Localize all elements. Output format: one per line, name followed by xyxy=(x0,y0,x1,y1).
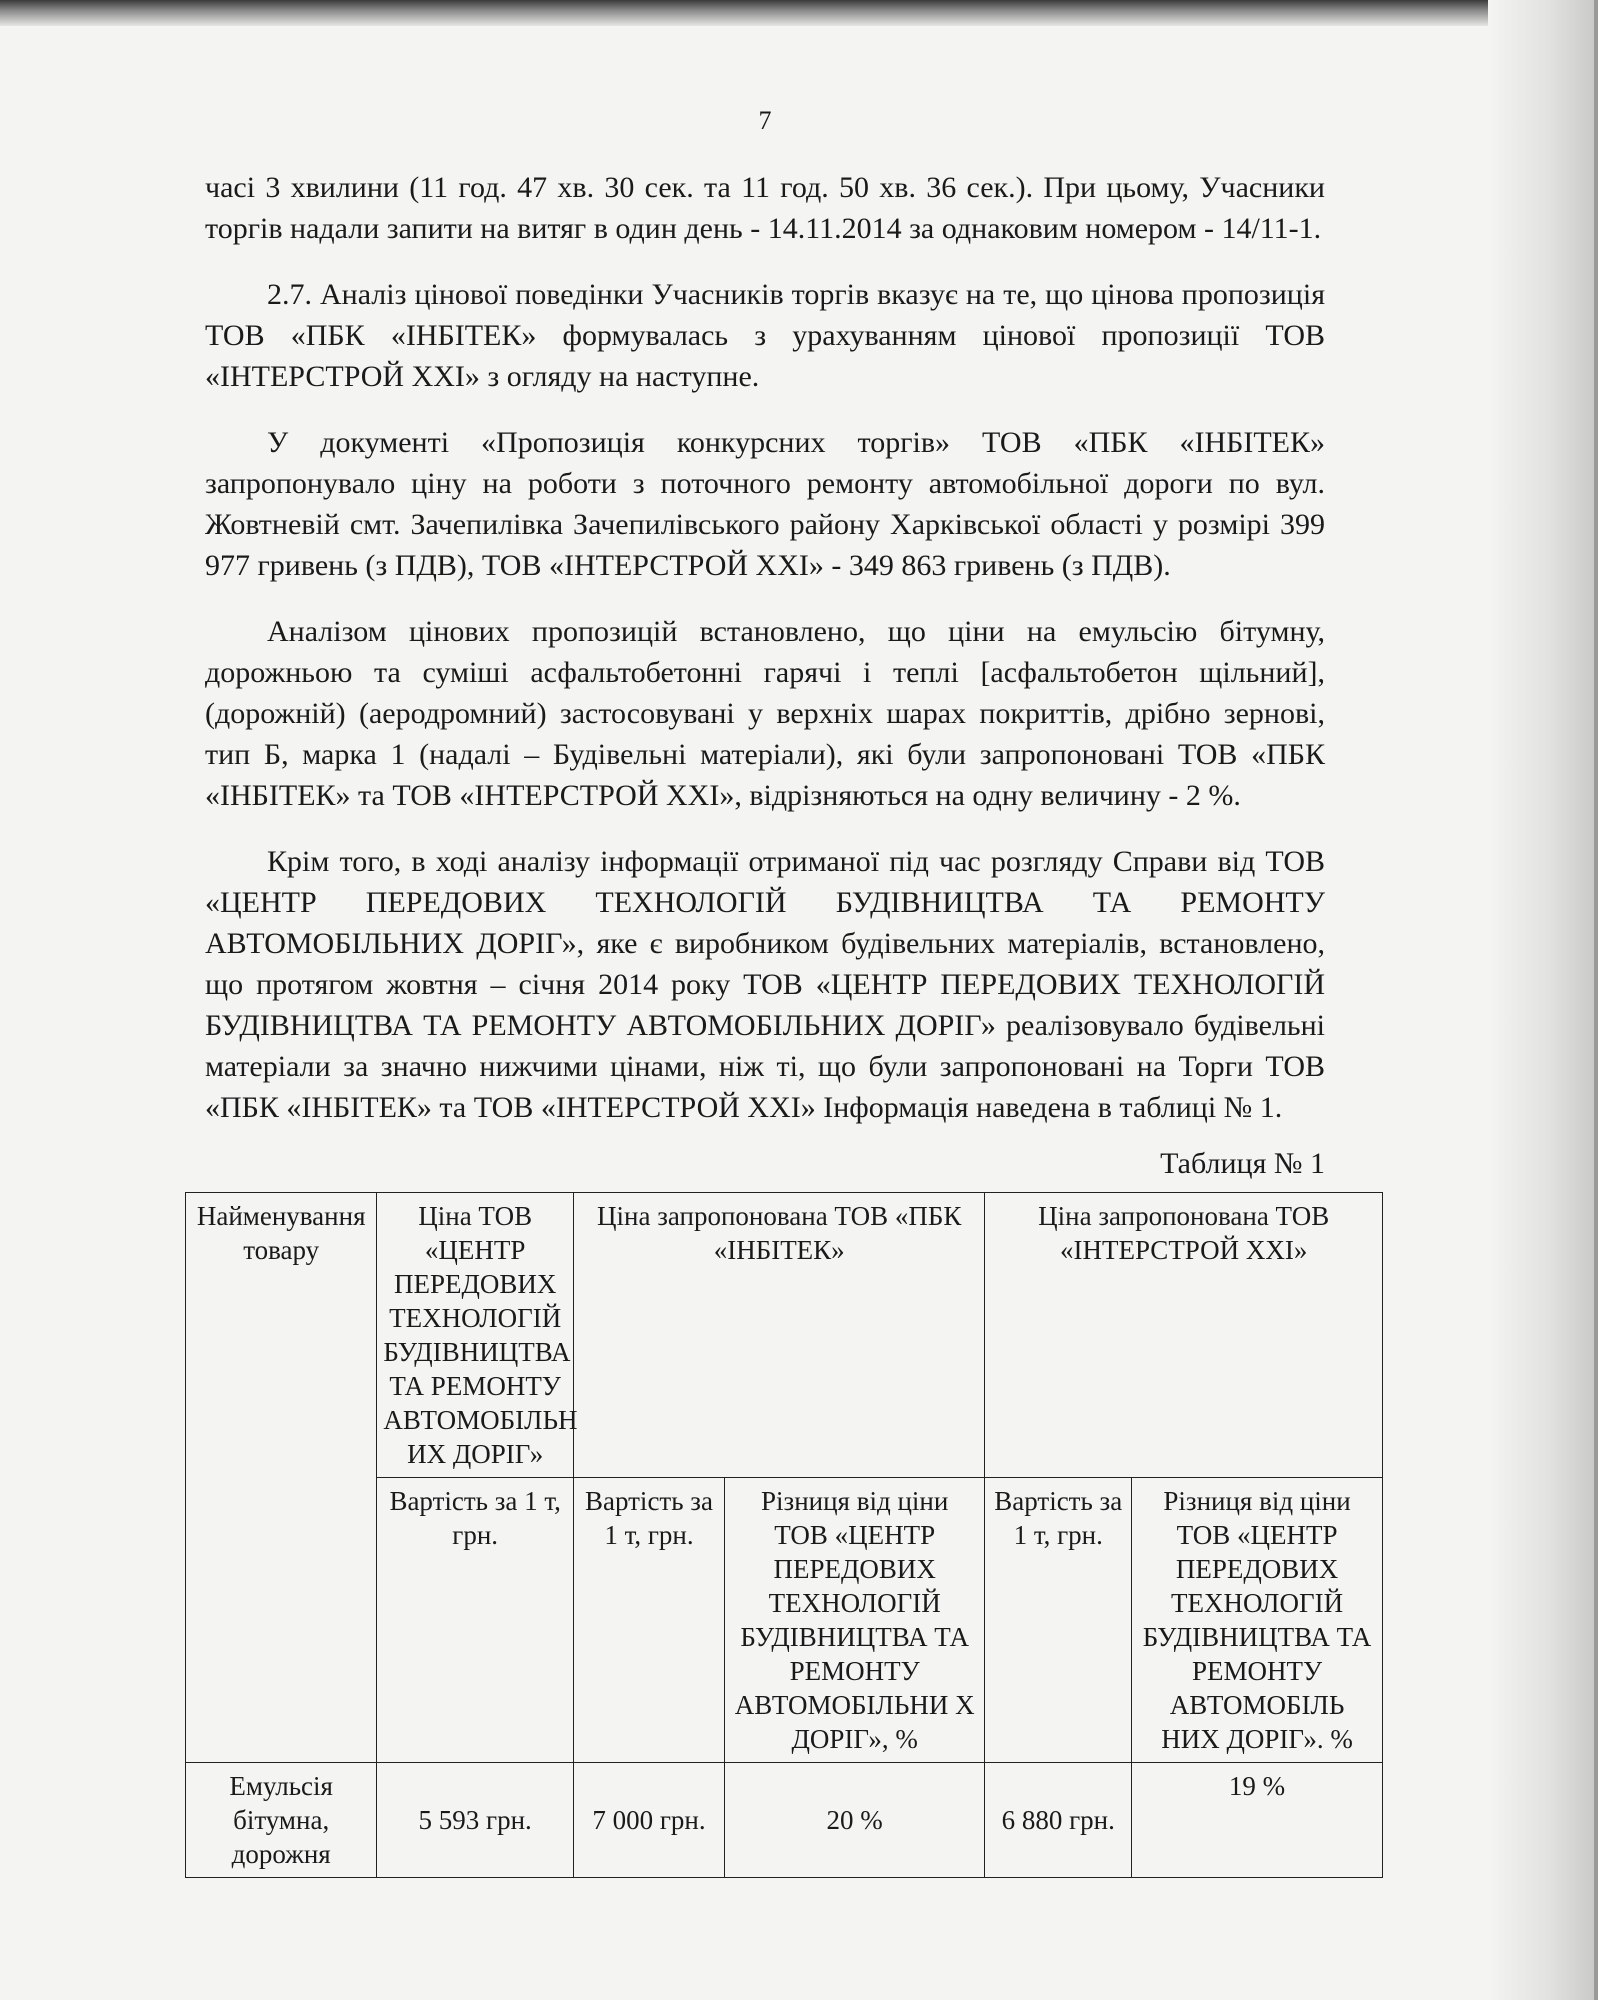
cell-inbitek-diff: 20 % xyxy=(724,1763,984,1878)
cell-interstroy-cost: 6 880 грн. xyxy=(985,1763,1132,1878)
cell-interstroy-diff: 19 % xyxy=(1132,1763,1383,1878)
table-row xyxy=(186,1763,1383,1878)
paragraph-4: Аналізом цінових пропозицій встановлено, що ціни на емульсію бітумну, дорожньою та суміші асфальтобетонні гарячі і теплі [асфальтобетон щільний], (дорожній) (аеродромний) застосовувані у верхніх шарах покриттів, дрібно зернові, тип Б, марка 1 (надалі – Будівельні матеріали), які були запропоновані ТОВ «ПБК «ІНБІТЕК» та ТОВ «ІНТЕРСТРОЙ ХХІ», відрізняються на одну величину - 2 %. xyxy=(205,615,1325,812)
paragraph-1: часі 3 хвилини (11 год. 47 хв. 30 сек. та 11 год. 50 хв. 36 сек.). При цьому, Учасники торгів надали запити на витяг в один день - 14.11.2014 за однаковим номером - 14/11-1. xyxy=(205,171,1325,245)
cell-center-cost: 5 593 грн. xyxy=(377,1763,574,1878)
scan-shadow-top xyxy=(0,0,1598,26)
paragraph-2: 2.7. Аналіз цінової поведінки Учасників торгів вказує на те, що цінова пропозиція ТОВ «ПБК «ІНБІТЕК» формувалась з урахуванням цінової пропозиції ТОВ «ІНТЕРСТРОЙ ХХІ» з огляду на наступне. xyxy=(205,278,1325,393)
subheader-inbitek-cost: Вартість за 1 т, грн. xyxy=(574,1478,725,1763)
subheader-center-cost: Вартість за 1 т, грн. xyxy=(377,1478,574,1763)
subheader-interstroy-diff: Різниця від ціни ТОВ «ЦЕНТР ПЕРЕДОВИХ ТЕХНОЛОГІЙ БУДІВНИЦТВА ТА РЕМОНТУ АВТОМОБІЛЬ НИХ ДОРІГ». % xyxy=(1132,1478,1383,1763)
header-center-price: Ціна ТОВ «ЦЕНТР ПЕРЕДОВИХ ТЕХНОЛОГІЙ БУДІВНИЦТВА ТА РЕМОНТУ АВТОМОБІЛЬН ИХ ДОРІГ» xyxy=(377,1193,574,1478)
document-page xyxy=(196,100,1372,1878)
subheader-inbitek-diff: Різниця від ціни ТОВ «ЦЕНТР ПЕРЕДОВИХ ТЕХНОЛОГІЙ БУДІВНИЦТВА ТА РЕМОНТУ АВТОМОБІЛЬНИ Х ДОРІГ», % xyxy=(724,1478,984,1763)
header-interstroy-price: Ціна запропонована ТОВ «ІНТЕРСТРОЙ ХХІ» xyxy=(985,1193,1383,1478)
table-caption: Таблиця № 1 xyxy=(1160,1147,1325,1180)
paragraph-3: У документі «Пропозиція конкурсних торгів» ТОВ «ПБК «ІНБІТЕК» запропонувало ціну на роботи з поточного ремонту автомобільної дороги по вул. Жовтневій смт. Зачепилівка Зачепилівського району Харківської області у розмірі 399 977 гривень (з ПДВ), ТОВ «ІНТЕРСТРОЙ ХХІ» - 349 863 гривень (з ПДВ). xyxy=(205,426,1325,582)
cell-product: Емульсія бітумна, дорожня xyxy=(186,1763,377,1878)
cell-inbitek-cost: 7 000 грн. xyxy=(574,1763,725,1878)
scan-shadow-right xyxy=(1488,0,1598,2000)
header-product: Найменування товару xyxy=(186,1193,377,1763)
table-header-row xyxy=(186,1193,1383,1478)
subheader-interstroy-cost: Вартість за 1 т, грн. xyxy=(985,1478,1132,1763)
paragraph-5: Крім того, в ході аналізу інформації отриманої під час розгляду Справи від ТОВ «ЦЕНТР ПЕРЕДОВИХ ТЕХНОЛОГІЙ БУДІВНИЦТВА ТА РЕМОНТУ АВТОМОБІЛЬНИХ ДОРІГ», яке є виробником будівельних матеріалів, встановлено, що протягом жовтня – січня 2014 року ТОВ «ЦЕНТР ПЕРЕДОВИХ ТЕХНОЛОГІЙ БУДІВНИЦТВА ТА РЕМОНТУ АВТОМОБІЛЬНИХ ДОРІГ» реалізовувало будівельні матеріали за значно нижчими цінами, ніж ті, що були запропоновані на Торги ТОВ «ПБК «ІНБІТЕК» та ТОВ «ІНТЕРСТРОЙ ХХІ» Інформація наведена в таблиці № 1. xyxy=(205,845,1325,1124)
header-inbitek-price: Ціна запропонована ТОВ «ПБК «ІНБІТЕК» xyxy=(574,1193,985,1478)
page-number: 7 xyxy=(758,106,772,135)
price-table xyxy=(185,1192,1383,1878)
